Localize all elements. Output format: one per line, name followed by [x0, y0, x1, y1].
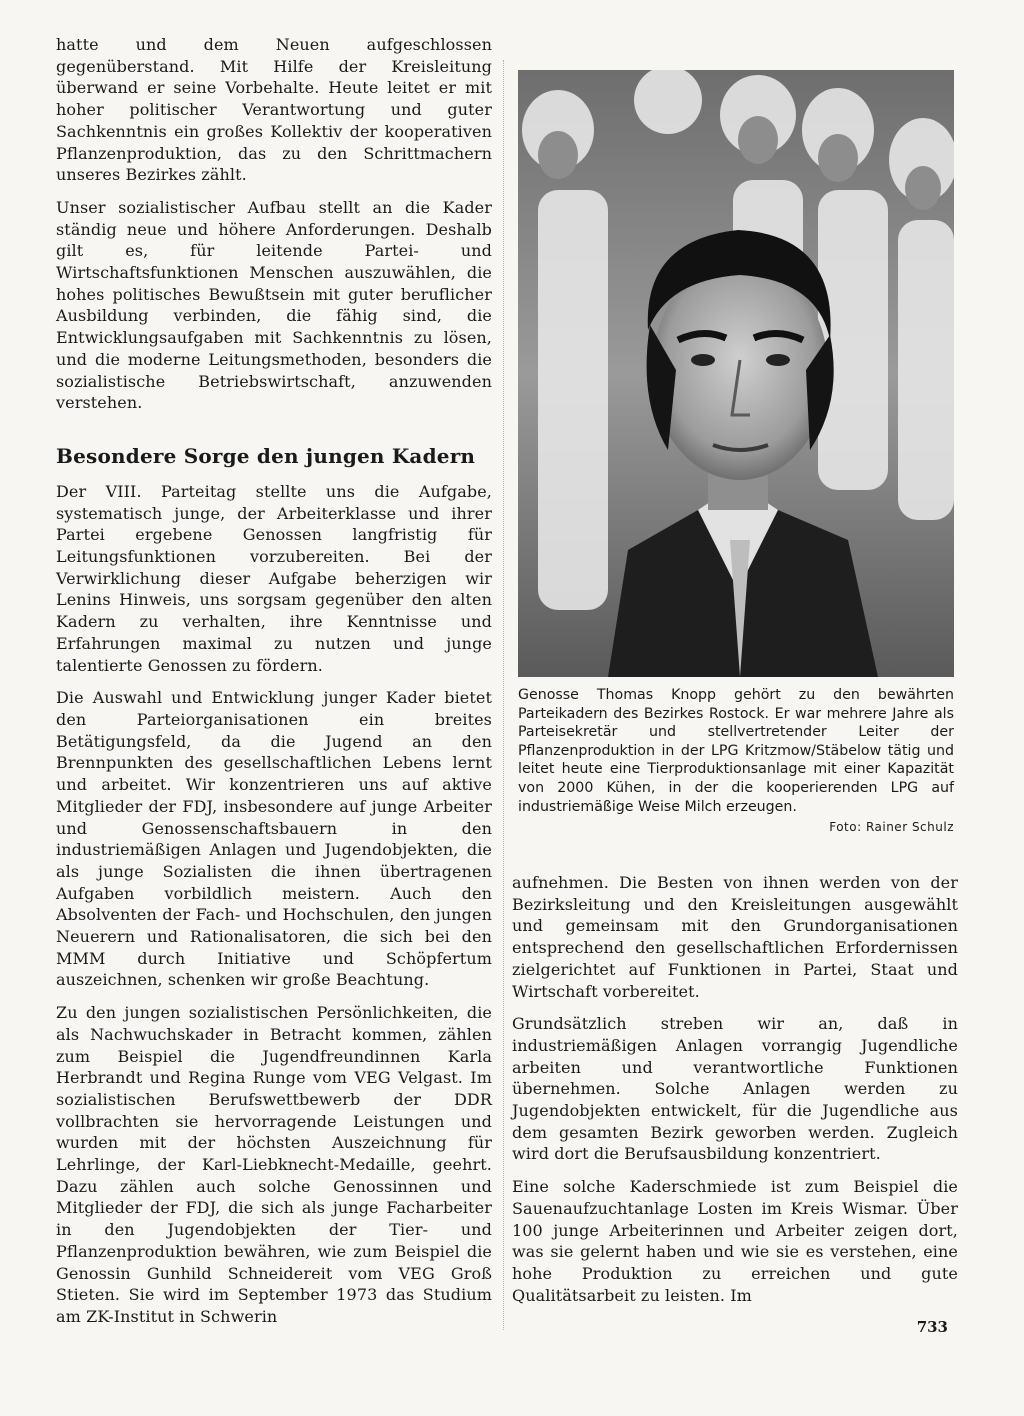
portrait-photo: [518, 70, 954, 677]
paragraph: Eine solche Kaderschmiede ist zum Beispiel die Sauenaufzuchtanlage Losten im Kreis Wismar. Über 100 junge Arbeiterinnen und Arbeiter zeigen dort, was sie gelernt haben und wie sie es verstehen, eine hohe Produktion zu erreichen und gute Qualitätsarbeit zu leisten. Im: [512, 1177, 958, 1305]
paragraph: Grundsätzlich streben wir an, daß in industriemäßigen Anlagen vorrangig Jugendliche arbeiten und verantwortliche Funktionen übernehmen. Solche Anlagen werden zu Jugendobjekten entwickelt, für die Jugendliche aus dem gesamten Bezirk geworben werden. Zugleich wird dort die Berufsausbildung konzentriert.: [512, 1014, 958, 1164]
left-column: [56, 34, 492, 1339]
right-column: [512, 872, 958, 1317]
photo-caption: Genosse Thomas Knopp gehört zu den bewährten Parteikadern des Bezirkes Rostock. Er war mehrere Jahre als Parteisekretär und stellvertretender Leiter der Pflanzenproduktion in der LPG Kritzmow/Stäbelow tätig und leitet heute eine Tierproduktionsanlage mit einer Kapazität von 2000 Kühen, in der die kooperierenden LPG auf industriemäßige Weise Milch erzeugen.: [518, 687, 954, 815]
paragraph: Unser sozialistischer Aufbau stellt an die Kader ständig neue und höhere Anforderungen. Deshalb gilt es, für leitende Partei- und Wirtschaftsfunktionen Menschen auszuwählen, die hohes politisches Bewußtsein mit guter beruflicher Ausbildung verbinden, die fähig sind, die Entwicklungsaufgaben mit Sachkenntnis zu lösen, und die moderne Leitungsmethoden, besonders die sozialistische Betriebswirtschaft, anzuwenden verstehen.: [56, 197, 492, 413]
paragraph: aufnehmen. Die Besten von ihnen werden von der Bezirksleitung und den Kreisleitungen ausgewählt und gemeinsam mit den Grundorganisationen entsprechend den gesellschaftlichen Erfordernissen zielgerichtet auf Funktionen in Partei, Staat und Wirtschaft vorbereitet.: [512, 873, 958, 1001]
page-number: 733: [916, 1318, 948, 1336]
photo-credit: Foto: Rainer Schulz: [829, 820, 954, 834]
photo-illustration: [518, 70, 954, 677]
paragraph: hatte und dem Neuen aufgeschlossen gegenüberstand. Mit Hilfe der Kreisleitung überwand er seine Vorbehalte. Heute leitet er mit hoher politischer Verantwortung und guter Sachkenntnis ein großes Kollektiv der kooperativen Pflanzenproduktion, das zu den Schrittmachern unseres Bezirkes zählt.: [56, 35, 492, 185]
paragraph: Die Auswahl und Entwicklung junger Kader bietet den Parteiorganisationen ein breites Betätigungsfeld, da die Jugend an den Brennpunkten des gesellschaftlichen Lebens lernt und arbeitet. Wir konzentrieren uns auf aktive Mitglieder der FDJ, insbesondere auf junge Arbeiter und Genossenschaftsbauern in den industriemäßigen Anlagen und Jugendobjekten, die als junge Sozialisten die ihnen übertragenen Aufgaben vorbildlich meistern. Auch den Absolventen der Fach- und Hochschulen, den jungen Neuerern und Rationalisatoren, die sich bei den MMM durch Initiative und Schöpfertum auszeichnen, schenken wir große Beachtung.: [56, 688, 492, 990]
column-divider: [503, 60, 504, 1330]
paragraph: Zu den jungen sozialistischen Persönlichkeiten, die als Nachwuchskader in Betracht kommen, zählen zum Beispiel die Jugendfreundinnen Karla Herbrandt und Regina Runge vom VEG Velgast. Im sozialistischen Berufswettbewerb der DDR vollbrachten sie hervorragende Leistungen und wurden mit der höchsten Auszeichnung für Lehrlinge, der Karl-Liebknecht-Medaille, geehrt. Dazu zählen auch solche Genossinnen und Mitglieder der FDJ, die sich als junge Facharbeiter in den Jugendobjekten der Tier- und Pflanzenproduktion bewähren, wie zum Beispiel die Genossin Gunhild Schneiderеit vom VEG Groß Stieten. Sie wird im September 1973 das Studium am ZK-Institut in Schwerin: [56, 1003, 492, 1326]
paragraph: Der VIII. Parteitag stellte uns die Aufgabe, systematisch junge, der Arbeiterklasse und ihrer Partei ergebene Genossen langfristig für Leitungsfunktionen vorzubereiten. Bei der Verwirklichung dieser Aufgabe beherzigen wir Lenins Hinweis, uns sorgsam gegenüber den alten Kadern zu verhalten, ihre Kenntnisse und Erfahrungen maximal zu nutzen und junge talentierte Genossen zu fördern.: [56, 481, 492, 675]
section-heading: Besondere Sorge den jungen Kadern: [56, 443, 476, 468]
